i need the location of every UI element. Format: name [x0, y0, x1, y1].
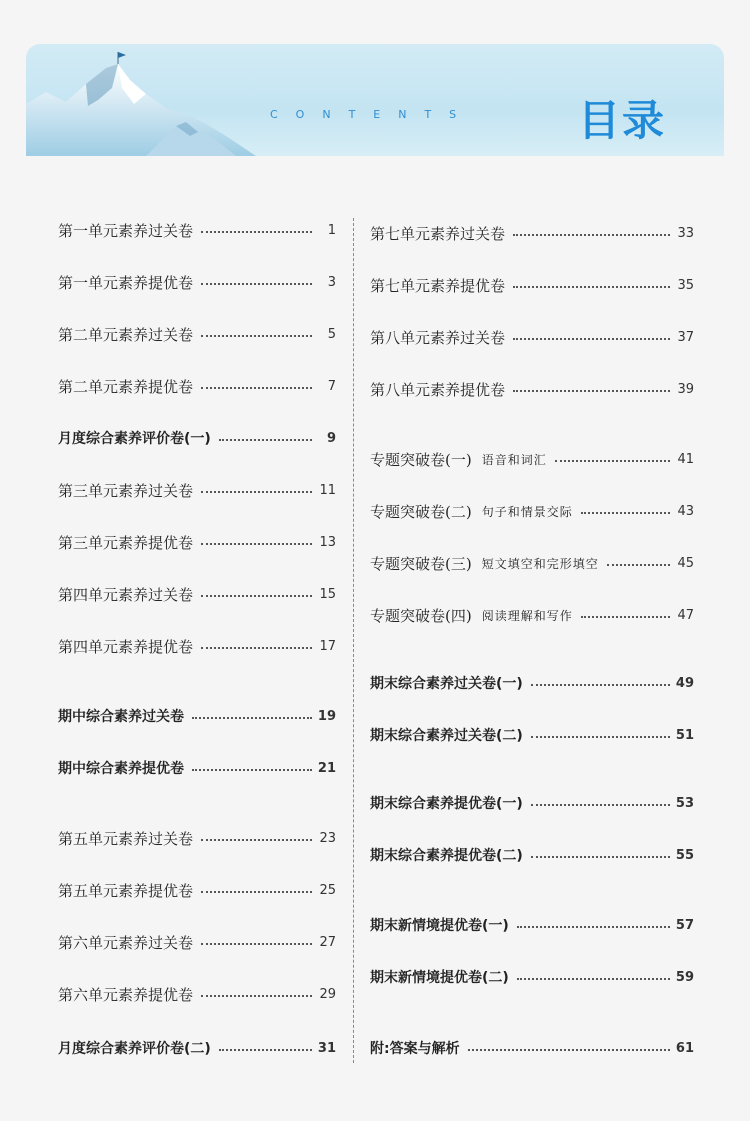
toc-entry-title: 专题突破卷(二): [370, 502, 472, 521]
toc-entry[interactable]: [58, 1035, 336, 1061]
toc-entry-page-number: 25: [319, 882, 336, 898]
toc-entry-page-number: 11: [319, 482, 336, 498]
toc-entry-page-number: 7: [327, 378, 336, 394]
toc-entry[interactable]: [370, 722, 694, 748]
toc-entry-title: 专题突破卷(一): [370, 450, 472, 469]
toc-entry-page-number: 35: [677, 277, 694, 293]
toc-entry-page-number: 59: [675, 969, 694, 985]
toc-entry[interactable]: [58, 321, 336, 347]
toc-entry[interactable]: [58, 633, 336, 659]
toc-entry[interactable]: [370, 446, 694, 472]
dot-leader: [517, 978, 670, 980]
toc-entry[interactable]: [370, 324, 694, 350]
toc-entry-title: 第六单元素养过关卷: [58, 933, 194, 952]
toc-entry[interactable]: [58, 929, 336, 955]
toc-entry-title: 第一单元素养提优卷: [58, 273, 194, 292]
dot-leader: [513, 338, 670, 340]
toc-entry-page-number: 3: [327, 274, 336, 290]
toc-entry-title: 第一单元素养过关卷: [58, 221, 194, 240]
toc-entry-title: 第八单元素养过关卷: [370, 328, 506, 347]
toc-entry-page-number: 31: [317, 1040, 336, 1056]
toc-entry-title: 专题突破卷(三): [370, 554, 472, 573]
toc-entry[interactable]: [58, 581, 336, 607]
toc-entry-title: 专题突破卷(四): [370, 606, 472, 625]
dot-leader: [201, 491, 312, 493]
toc-entry-title: 第八单元素养提优卷: [370, 380, 506, 399]
dot-leader: [201, 595, 312, 597]
toc-entry[interactable]: [58, 703, 336, 729]
dot-leader: [513, 234, 670, 236]
toc-entry-title: 期中综合素养过关卷: [58, 709, 184, 725]
dot-leader: [607, 564, 670, 566]
toc-entry-title: 月度综合素养评价卷(一): [58, 431, 211, 447]
toc-entry-subtitle: 短文填空和完形填空: [481, 556, 599, 571]
toc-entry-title: 期末新情境提优卷(二): [370, 970, 509, 986]
column-divider: [353, 218, 354, 1063]
toc-entry-title: 第六单元素养提优卷: [58, 985, 194, 1004]
toc-entry[interactable]: [58, 755, 336, 781]
toc-entry-title: 第五单元素养过关卷: [58, 829, 194, 848]
dot-leader: [201, 891, 312, 893]
toc-entry-title: 月度综合素养评价卷(二): [58, 1041, 211, 1057]
dot-leader: [531, 804, 670, 806]
dot-leader: [531, 736, 670, 738]
toc-entry[interactable]: [58, 981, 336, 1007]
toc-entry-page-number: 29: [319, 986, 336, 1002]
toc-entry-title: 第三单元素养提优卷: [58, 533, 194, 552]
toc-entry-page-number: 13: [319, 534, 336, 550]
page-title: 目录: [578, 96, 667, 145]
dot-leader: [517, 926, 670, 928]
toc-entry-title: 期末新情境提优卷(一): [370, 918, 509, 934]
dot-leader: [201, 839, 312, 841]
toc-entry-page-number: 5: [327, 326, 336, 342]
toc-entry-page-number: 41: [677, 451, 694, 467]
dot-leader: [531, 856, 670, 858]
dot-leader: [201, 283, 312, 285]
toc-entry-page-number: 1: [327, 222, 336, 238]
toc-entry-title: 第二单元素养提优卷: [58, 377, 194, 396]
dot-leader: [192, 769, 312, 771]
dot-leader: [201, 335, 312, 337]
contents-word: CONTENTS: [270, 108, 475, 121]
toc-entry[interactable]: [370, 376, 694, 402]
toc-entry-subtitle: 阅读理解和写作: [481, 608, 573, 623]
toc-entry-title: 期末综合素养过关卷(二): [370, 728, 523, 744]
toc-entry[interactable]: [370, 498, 694, 524]
toc-entry-page-number: 21: [317, 760, 336, 776]
toc-entry-page-number: 15: [319, 586, 336, 602]
toc-entry[interactable]: [370, 670, 694, 696]
dot-leader: [581, 512, 670, 514]
toc-entry-page-number: 23: [319, 830, 336, 846]
toc-entry-title: 期末综合素养过关卷(一): [370, 676, 523, 692]
toc-entry-page-number: 53: [675, 795, 694, 811]
dot-leader: [513, 286, 670, 288]
toc-entry-title: 第五单元素养提优卷: [58, 881, 194, 900]
toc-entry-page-number: 51: [675, 727, 694, 743]
toc-entry[interactable]: [58, 425, 336, 451]
toc-entry-title: 附:答案与解析: [370, 1041, 460, 1057]
dot-leader: [192, 717, 312, 719]
toc-entry[interactable]: [58, 825, 336, 851]
toc-entry[interactable]: [370, 602, 694, 628]
toc-entry-page-number: 33: [677, 225, 694, 241]
toc-entry[interactable]: [58, 217, 336, 243]
toc-entry[interactable]: [58, 529, 336, 555]
toc-entry-page-number: 27: [319, 934, 336, 950]
dot-leader: [201, 387, 312, 389]
toc-entry-title: 期末综合素养提优卷(二): [370, 848, 523, 864]
toc-entry-subtitle: 语音和词汇: [481, 452, 547, 467]
toc-entry-page-number: 17: [319, 638, 336, 654]
toc-entry-title: 第七单元素养过关卷: [370, 224, 506, 243]
toc-entry-title: 第四单元素养提优卷: [58, 637, 194, 656]
toc-entry[interactable]: [370, 842, 694, 868]
dot-leader: [531, 684, 670, 686]
dot-leader: [219, 439, 312, 441]
toc-entry-page-number: 55: [675, 847, 694, 863]
dot-leader: [201, 647, 312, 649]
dot-leader: [468, 1049, 670, 1051]
dot-leader: [513, 390, 670, 392]
dot-leader: [201, 995, 312, 997]
toc-entry[interactable]: [58, 373, 336, 399]
dot-leader: [581, 616, 670, 618]
toc-entry[interactable]: [370, 964, 694, 990]
dot-leader: [555, 460, 670, 462]
toc-entry-page-number: 39: [677, 381, 694, 397]
toc-entry-title: 第三单元素养过关卷: [58, 481, 194, 500]
toc-entry[interactable]: [370, 550, 694, 576]
dot-leader: [201, 943, 312, 945]
toc-entry-title: 第二单元素养过关卷: [58, 325, 194, 344]
toc-entry-page-number: 61: [675, 1040, 694, 1056]
dot-leader: [219, 1049, 312, 1051]
toc-entry[interactable]: [370, 272, 694, 298]
toc-entry-subtitle: 句子和情景交际: [481, 504, 573, 519]
dot-leader: [201, 543, 312, 545]
toc-entry-page-number: 43: [677, 503, 694, 519]
toc-entry[interactable]: [58, 269, 336, 295]
toc-entry[interactable]: [370, 220, 694, 246]
toc-entry-title: 期中综合素养提优卷: [58, 761, 184, 777]
toc-entry-page-number: 57: [675, 917, 694, 933]
toc-entry-page-number: 49: [675, 675, 694, 691]
toc-entry[interactable]: [58, 877, 336, 903]
toc-entry-page-number: 37: [677, 329, 694, 345]
toc-entry-page-number: 45: [677, 555, 694, 571]
toc-entry-title: 第四单元素养过关卷: [58, 585, 194, 604]
toc-entry[interactable]: [370, 1035, 694, 1061]
toc-entry-page-number: 9: [326, 430, 336, 446]
dot-leader: [201, 231, 312, 233]
toc-entry-page-number: 19: [317, 708, 336, 724]
toc-entry[interactable]: [370, 912, 694, 938]
toc-entry[interactable]: [370, 790, 694, 816]
toc-entry-title: 第七单元素养提优卷: [370, 276, 506, 295]
toc-entry-title: 期末综合素养提优卷(一): [370, 796, 523, 812]
toc-entry-page-number: 47: [677, 607, 694, 623]
toc-entry[interactable]: [58, 477, 336, 503]
